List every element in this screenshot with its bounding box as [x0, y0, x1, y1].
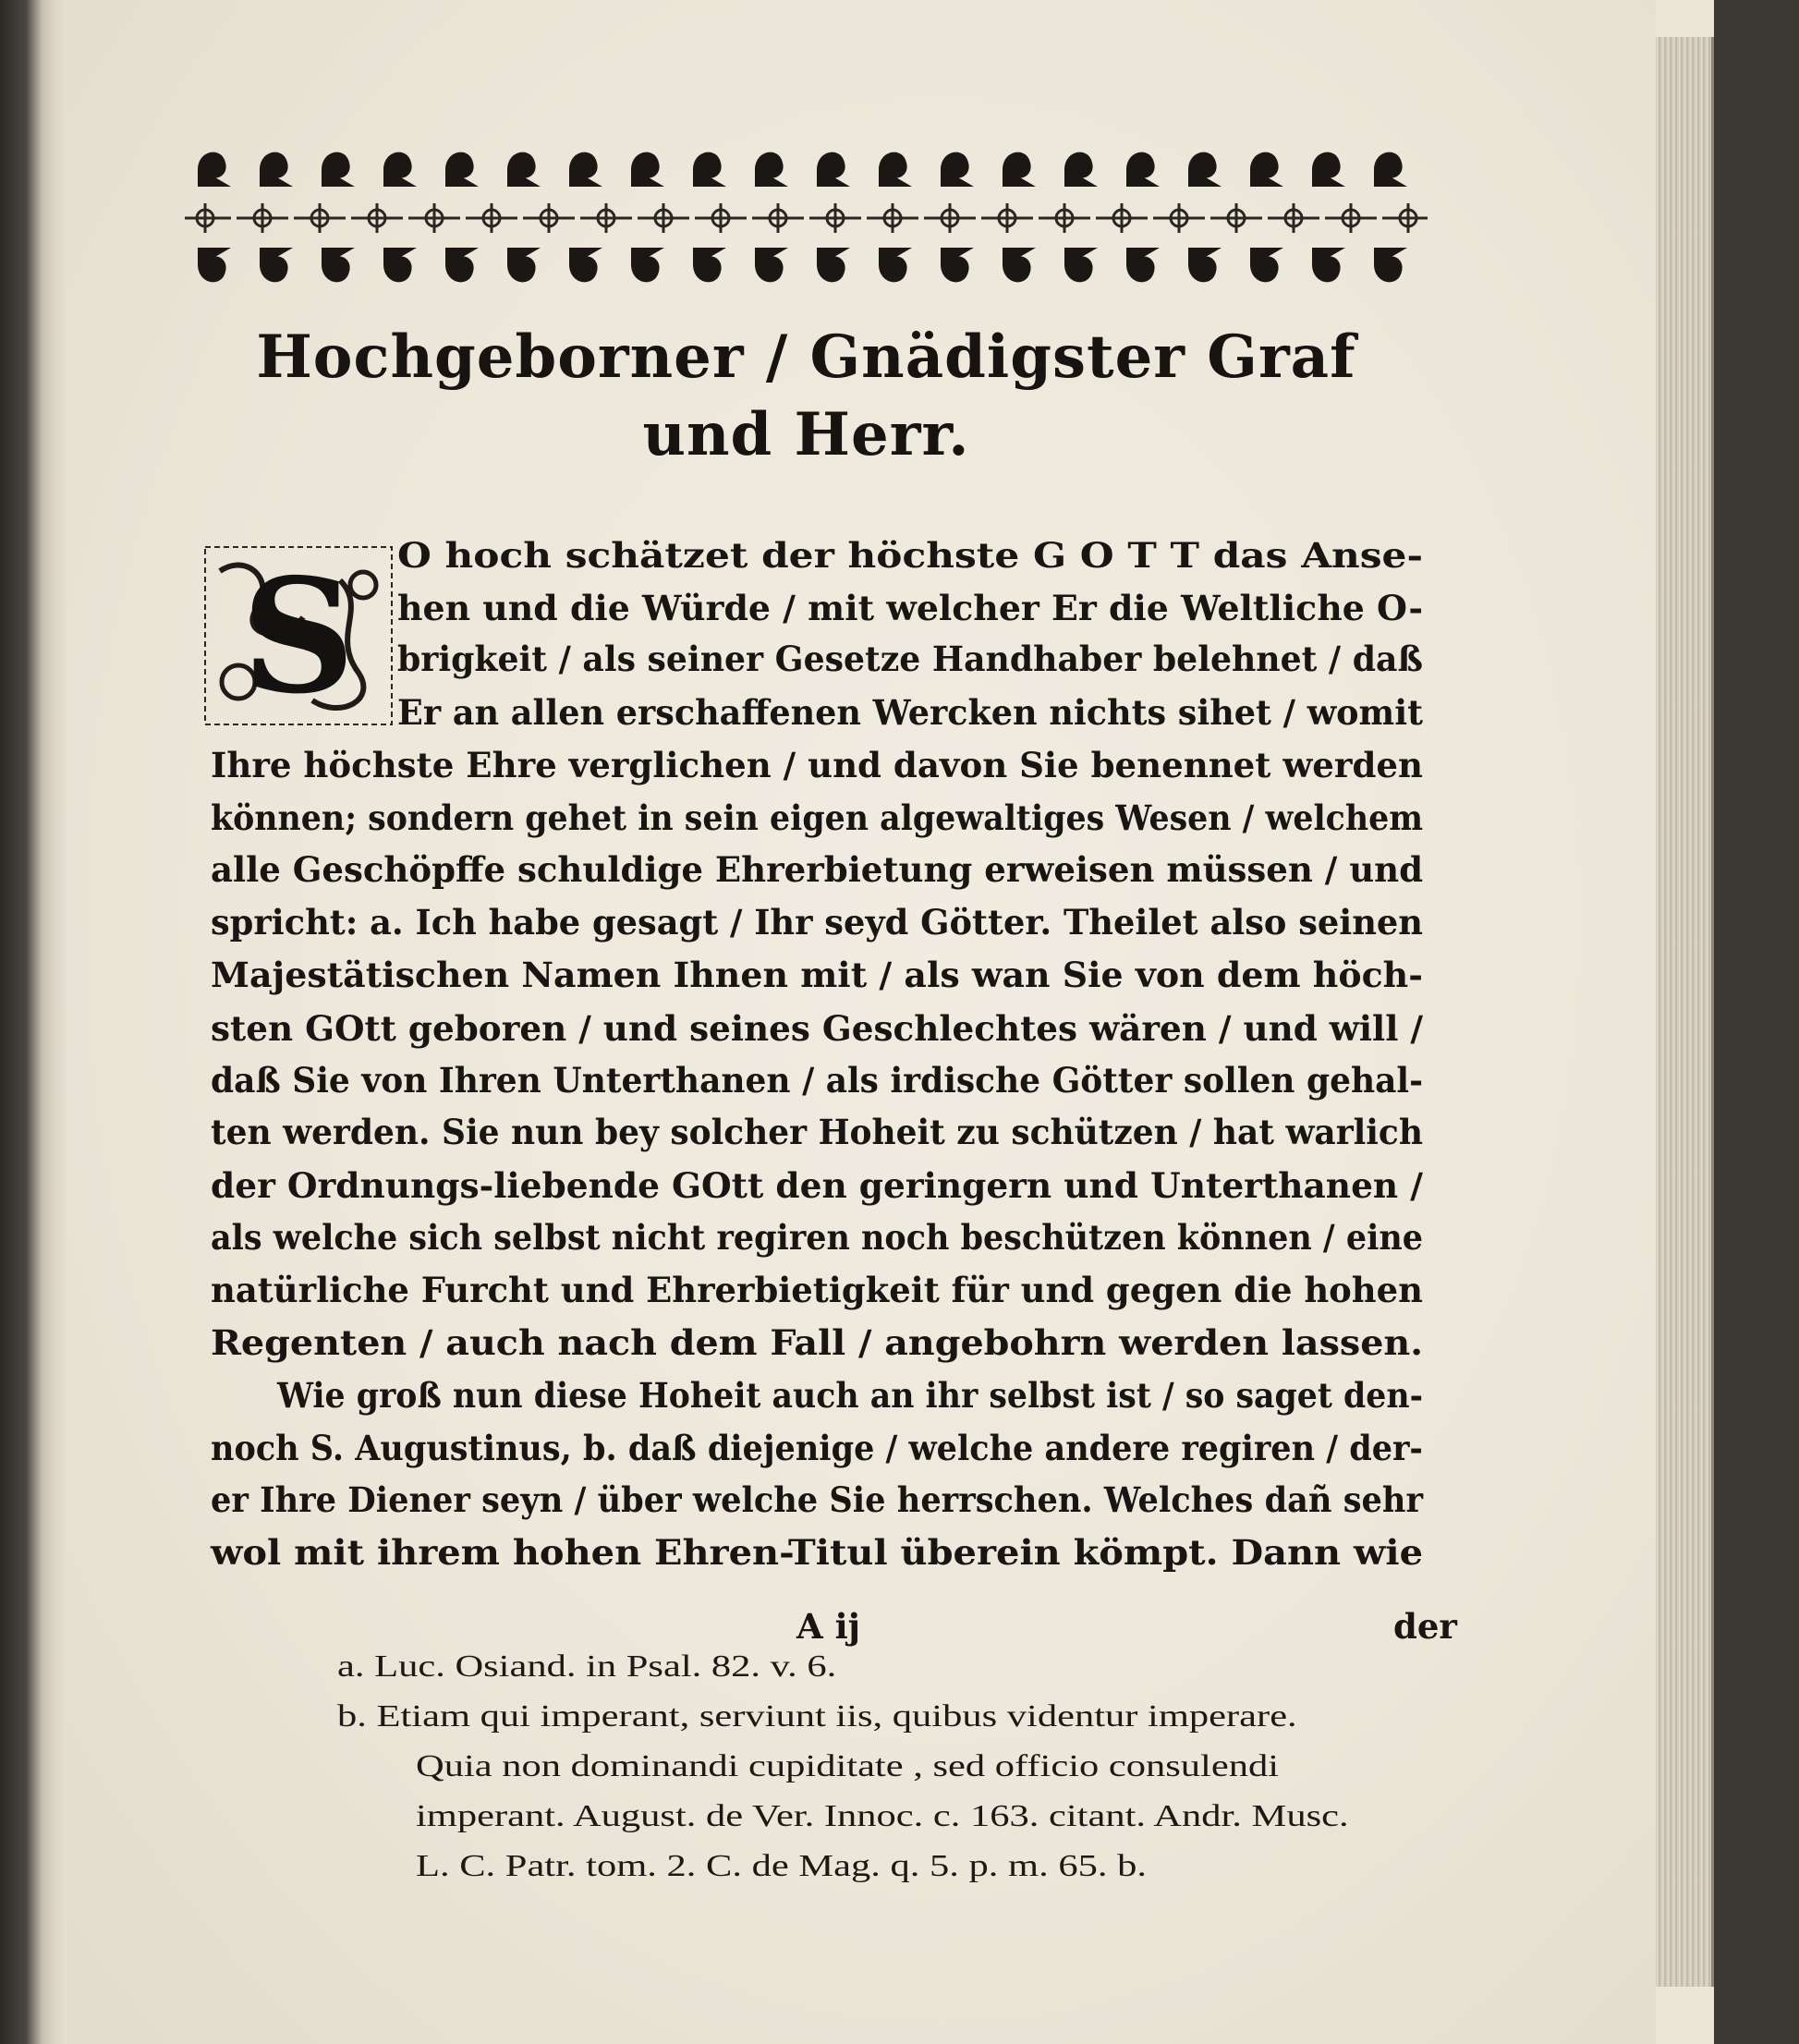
lace-ornament [1268, 203, 1319, 233]
lace-ornament [185, 203, 231, 233]
body-text-line: wol mit ihrem hohen Ehren-Titul überein kömpt. Dann wie [211, 1532, 1424, 1573]
body-text-line: Ihre höchste Ehre verglichen / und davon Sie benennet werden [211, 745, 1424, 785]
footnote-line: a. Luc. Osiand. in Psal. 82. v. 6. [337, 1649, 837, 1684]
lace-ornament [867, 203, 918, 233]
fleuron-ornament [1126, 152, 1160, 187]
fleuron-ornament [507, 248, 541, 282]
fleuron-ornament [322, 152, 355, 187]
heading-line-1: Hochgeborner / Gnädigster Graf [256, 322, 1356, 392]
decorated-initial [201, 543, 395, 728]
fleuron-ornament [198, 152, 231, 187]
lace-ornament [1153, 203, 1205, 233]
lace-ornament [237, 203, 288, 233]
body-text-line: Er an allen erschaffenen Wercken nichts sihet / womit [397, 692, 1423, 733]
lace-ornament [1382, 203, 1428, 233]
fleuron-ornament [879, 248, 912, 282]
fleuron-ornament [693, 152, 726, 187]
footnote-line: imperant. August. de Ver. Innoc. c. 163. citant. Andr. Musc. [416, 1799, 1349, 1833]
lace-ornament [981, 203, 1033, 233]
fleuron-ornament [507, 152, 541, 187]
lace-ornament [809, 203, 861, 233]
fleuron-ornament [879, 152, 912, 187]
fleuron-ornament [1126, 248, 1160, 282]
fleuron-ornament [1312, 248, 1345, 282]
fleuron-ornament [755, 248, 788, 282]
fleuron-ornament [1312, 152, 1345, 187]
fleuron-ornament [198, 248, 231, 282]
lace-ornament [580, 203, 632, 233]
body-text-line: spricht: a. Ich habe gesagt / Ihr seyd Götter. Theilet also seinen [211, 902, 1424, 943]
body-text-line: Regenten / auch nach dem Fall / angebohrn werden lassen. [211, 1322, 1424, 1363]
headpiece-row-middle [185, 203, 1428, 233]
body-text-line: natürliche Furcht und Ehrerbietigkeit für und gegen die hohen [211, 1270, 1423, 1310]
lace-ornament [924, 203, 976, 233]
fleuron-ornament [817, 248, 850, 282]
fleuron-ornament [1003, 248, 1036, 282]
body-text-line: alle Geschöpffe schuldige Ehrerbietung erweisen müssen / und [211, 849, 1424, 890]
lace-ornament [1096, 203, 1148, 233]
fleuron-ornament [445, 152, 479, 187]
signature-mark: A ij [796, 1606, 861, 1647]
lace-ornament [351, 203, 403, 233]
footnote-line: L. C. Patr. tom. 2. C. de Mag. q. 5. p. m. 65. b. [416, 1849, 1147, 1883]
body-text-line: Majestätischen Namen Ihnen mit / als wan Sie von dem höch- [211, 955, 1423, 995]
previous-page-edge [0, 0, 67, 2044]
lace-ornament [638, 203, 689, 233]
lace-ornament [466, 203, 517, 233]
lace-ornament [695, 203, 747, 233]
fleuron-ornament [755, 152, 788, 187]
lace-ornament [408, 203, 460, 233]
body-text-line: Wie groß nun diese Hoheit auch an ihr selbst ist / so saget den- [277, 1375, 1424, 1416]
body-text-line: brigkeit / als seiner Gesetze Handhaber belehnet / daß [397, 639, 1423, 679]
fleuron-ornament [1250, 152, 1283, 187]
background-margin [1714, 0, 1799, 2044]
body-text-line: noch S. Augustinus, b. daß diejenige / welche andere regiren / der- [211, 1428, 1423, 1468]
lace-ornament [752, 203, 804, 233]
headpiece-row-upper [198, 152, 1407, 187]
catchword: der [1393, 1606, 1457, 1647]
lace-ornament [294, 203, 346, 233]
fleuron-ornament [383, 152, 417, 187]
fleuron-ornament [1374, 248, 1407, 282]
body-text-line: ten werden. Sie nun bey solcher Hoheit zu schützen / hat warlich [211, 1112, 1423, 1152]
headpiece-row-lower [198, 248, 1407, 282]
footnote-line: Quia non dominandi cupiditate , sed officio consulendi [416, 1749, 1280, 1783]
fleuron-ornament [569, 152, 602, 187]
fleuron-ornament [383, 248, 417, 282]
fleuron-ornament [941, 152, 974, 187]
fleuron-ornament [1064, 152, 1098, 187]
fleuron-ornament [260, 152, 293, 187]
fleuron-ornament [1374, 152, 1407, 187]
fleuron-ornament [1188, 248, 1222, 282]
body-text-line: daß Sie von Ihren Unterthanen / als irdische Götter sollen gehal- [211, 1060, 1424, 1101]
fleuron-ornament [1064, 248, 1098, 282]
body-text-line: als welche sich selbst nicht regiren noch beschützen können / eine [211, 1217, 1423, 1258]
lace-ornament [1210, 203, 1262, 233]
ornamental-headpiece [185, 139, 1428, 296]
footnote-line: b. Etiam qui imperant, serviunt iis, quibus videntur imperare. [337, 1699, 1297, 1734]
heading-line-2: und Herr. [642, 400, 970, 469]
fleuron-ornament [693, 248, 726, 282]
page-heading [185, 319, 1428, 474]
fleuron-ornament [445, 248, 479, 282]
page-block-edges [1656, 37, 1714, 1987]
fleuron-ornament [322, 248, 355, 282]
fleuron-ornament [631, 152, 664, 187]
body-text-line: können; sondern gehet in sein eigen algewaltiges Wesen / welchem [211, 797, 1424, 838]
fleuron-ornament [260, 248, 293, 282]
fleuron-ornament [631, 248, 664, 282]
dropcap-letter: S [241, 544, 356, 728]
lace-ornament [1039, 203, 1090, 233]
lace-ornament [523, 203, 575, 233]
body-text-line: O hoch schätzet der höchste G O T T das Anse- [397, 535, 1424, 576]
fleuron-ornament [1188, 152, 1222, 187]
fleuron-ornament [1250, 248, 1283, 282]
body-text-line: sten GOtt geboren / und seines Geschlechtes wären / und will / [211, 1008, 1424, 1049]
fleuron-ornament [569, 248, 602, 282]
lace-ornament [1325, 203, 1377, 233]
body-text-line: hen und die Würde / mit welcher Er die Weltliche O- [397, 588, 1424, 628]
body-text-line: er Ihre Diener seyn / über welche Sie herrschen. Welches dañ sehr [211, 1479, 1423, 1520]
fleuron-ornament [1003, 152, 1036, 187]
fleuron-ornament [941, 248, 974, 282]
fleuron-ornament [817, 152, 850, 187]
body-text-line: der Ordnungs-liebende GOtt den geringern und Unterthanen / [211, 1165, 1423, 1206]
